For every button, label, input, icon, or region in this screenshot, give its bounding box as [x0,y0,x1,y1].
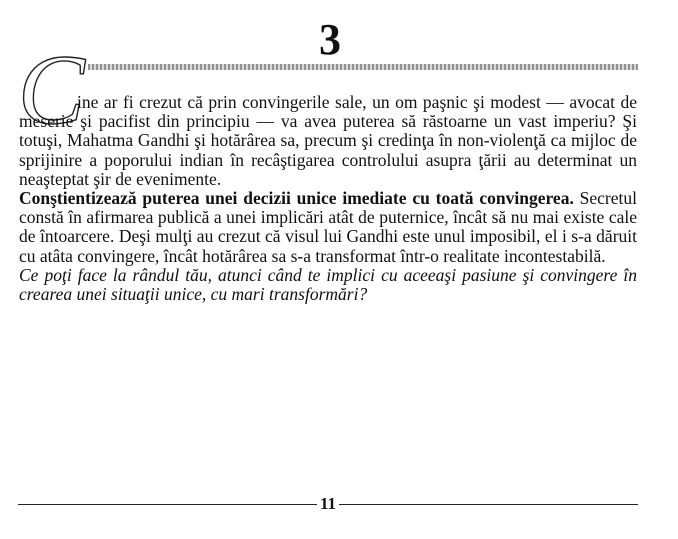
drop-cap-letter: C [18,34,85,145]
page-number: 11 [319,494,337,513]
body-text [19,93,637,304]
chapter-number: 3 [319,15,341,64]
paragraph-main-text: Secretul constă în afirmarea publică a unei implicări atât de puternice, încât să nu mai existe cale de întoarcere. Deşi mulţi au crezut că visul lui Gandhi este unul imposibil, el i s-a dăruit cu atâta convingere, încât hotărârea sa s-a transformat într-o realitate incontestabilă. [19,188,637,266]
bold-lead-sentence: Conştientizează puterea unei decizii unice imediate cu toată convingerea. [19,188,574,209]
page-footer [18,494,638,514]
decorative-header-rule [88,64,638,70]
footer-rule-right [339,504,638,505]
paragraph-intro: ine ar fi crezut că prin convingerile sale, un om paşnic şi modest — avocat de meserie şi pacifist din principiu — va avea puterea să răstoarne un vast imperiu? Şi totuşi, Mahatma Gandhi şi hotărârea sa, precum şi credinţa în non-violenţă ca mijloc de sprijinire a poporului indian în recâştigarea controlului asupra ţării au determinat un neaşteptat şir de evenimente. [19,92,637,189]
closing-question: Ce poţi face la rândul tău, atunci când te implici cu aceeaşi pasiune şi convingere în crearea unei situaţii unice, cu mari transformări? [19,264,637,305]
paragraph-main [19,189,637,266]
footer-rule-left [18,504,317,505]
